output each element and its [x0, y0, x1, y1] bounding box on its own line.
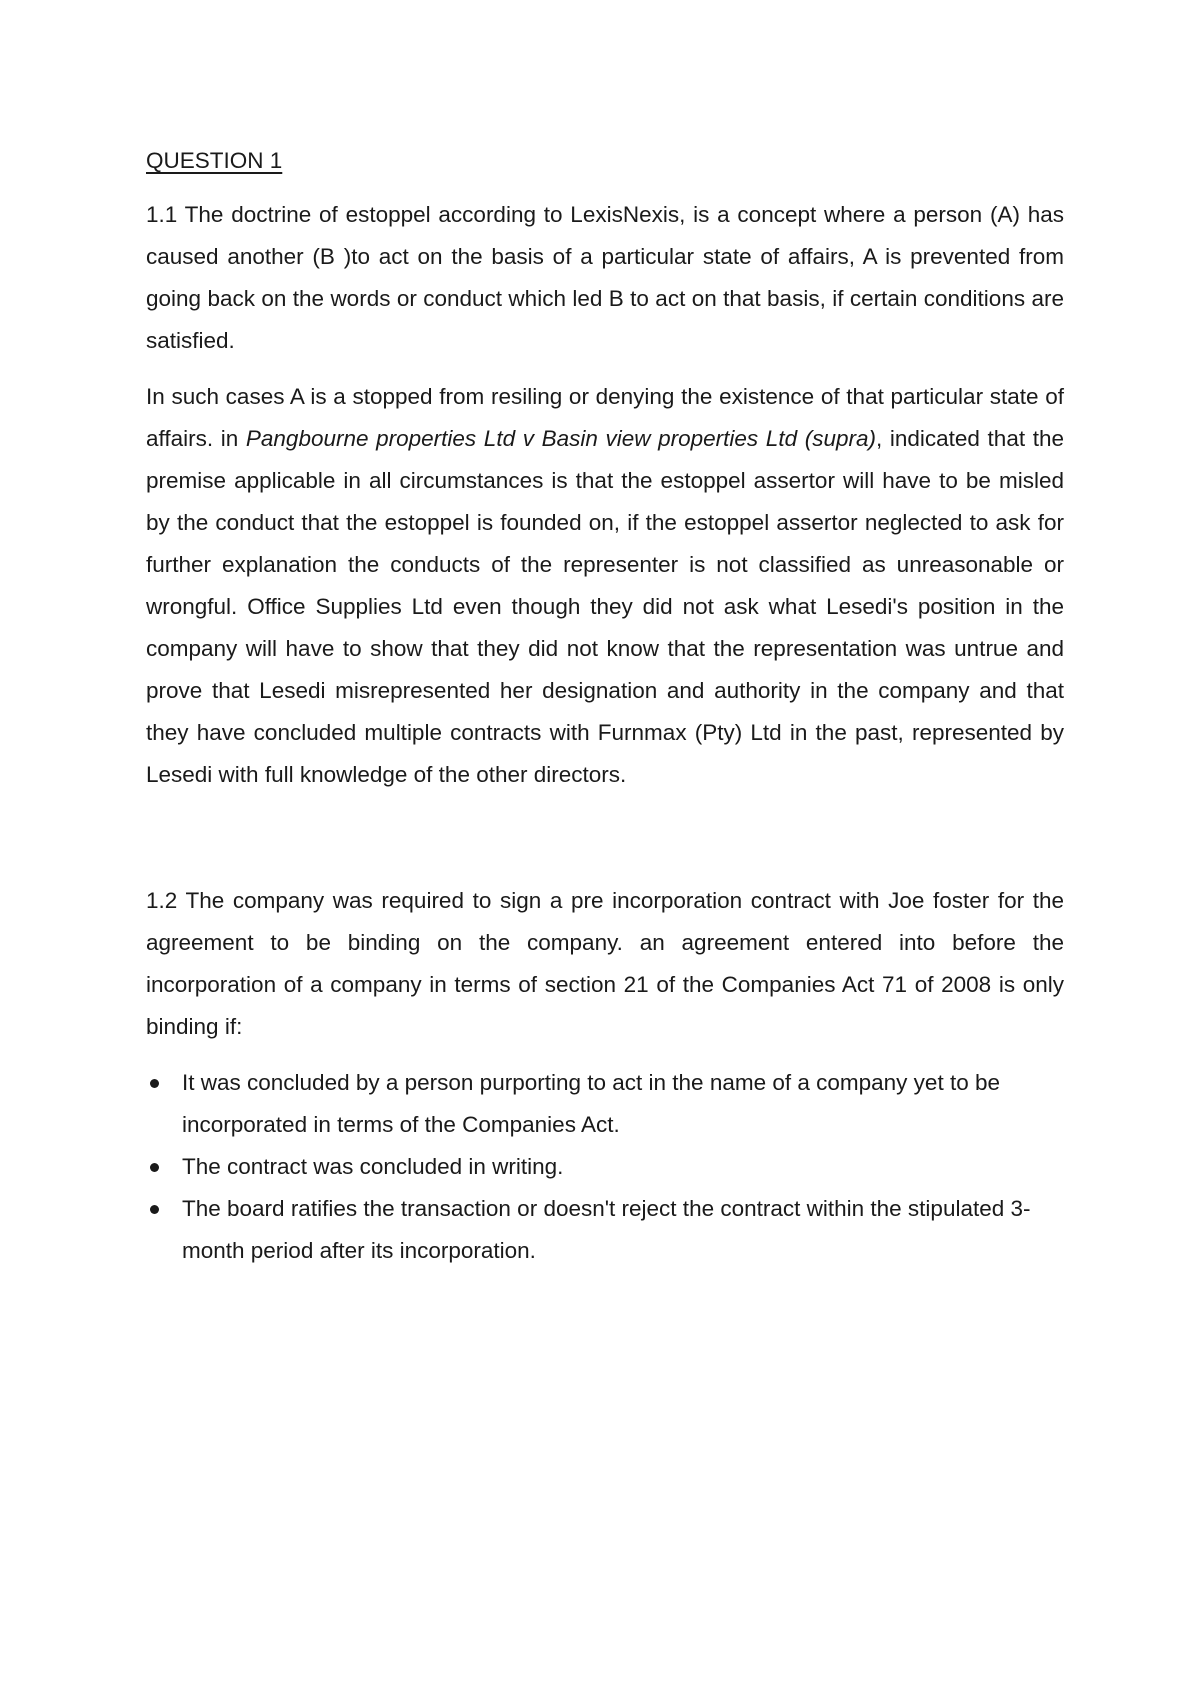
- bullet-icon: [150, 1079, 159, 1088]
- paragraph-text-after-case: , indicated that the premise applicable in all circumstances is that the estoppel assertor will have to be misled by the conduct that the estoppel is founded on, if the estoppel assertor neglected to ask for further explanation the conducts of the representer is not classified as unreasonable or wrongful. Office Supplies Ltd even though they did not ask what Lesedi's position in the company will have to show that they did not know that the representation was untrue and prove that Lesedi misrepresented her designation and authority in the company and that they have concluded multiple contracts with Furnmax (Pty) Ltd in the past, represented by Lesedi with full knowledge of the other directors.: [146, 426, 1064, 787]
- case-citation: Pangbourne properties Ltd v Basin view properties Ltd (supra): [245, 426, 876, 451]
- bullet-icon: [150, 1205, 159, 1214]
- list-item: [146, 1146, 1064, 1188]
- list-item-text: The board ratifies the transaction or doesn't reject the contract within the stipulated 3-month period after its incorporation.: [182, 1196, 1031, 1263]
- answer-1-1-paragraph-1: 1.1 The doctrine of estoppel according to LexisNexis, is a concept where a person (A) has caused another (B )to act on the basis of a particular state of affairs, A is prevented from going back on the words or conduct which led B to act on that basis, if certain conditions are satisfied.: [146, 202, 1064, 353]
- requirements-list: [146, 1062, 1064, 1272]
- list-item-text: It was concluded by a person purporting to act in the name of a company yet to be incorporated in terms of the Companies Act.: [182, 1070, 1000, 1137]
- list-item: [146, 1188, 1064, 1272]
- section-spacer: [146, 810, 1064, 880]
- answer-1-2-paragraph-1: 1.2 The company was required to sign a pre incorporation contract with Joe foster for the agreement to be binding on the company. an agreement entered into before the incorporation of a company in terms of section 21 of the Companies Act 71 of 2008 is only binding if:: [146, 888, 1064, 1039]
- document-body: [146, 140, 1064, 1272]
- paragraph-text-before-case: In such cases A is a stopped from resiling or denying the existence of that particular state of affairs. in: [146, 384, 1064, 451]
- list-item: [146, 1062, 1064, 1146]
- answer-1-1-paragraph-2: [146, 376, 1064, 796]
- list-item-text: The contract was concluded in writing.: [182, 1154, 564, 1179]
- question-heading: QUESTION 1: [146, 148, 283, 173]
- bullet-icon: [150, 1163, 159, 1172]
